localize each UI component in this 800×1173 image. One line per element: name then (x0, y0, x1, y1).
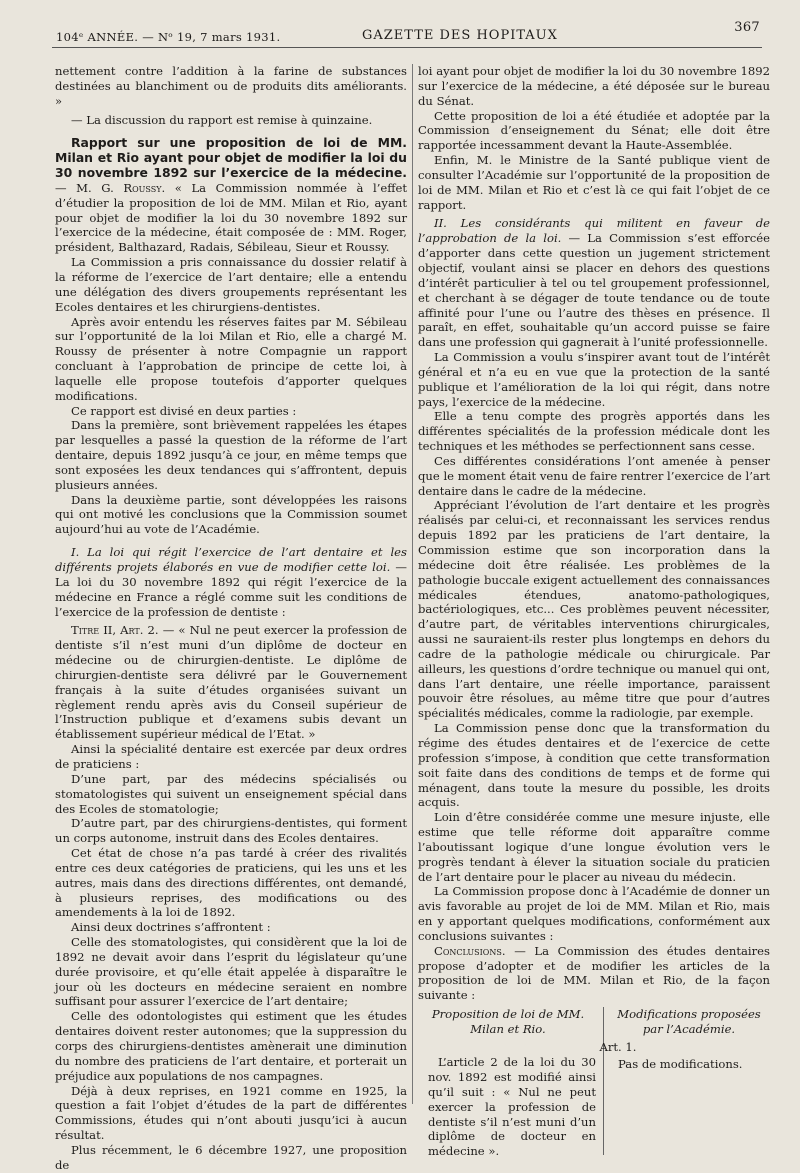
paragraph: Celle des stomatologistes, qui considèrent que la loi de 1892 ne devait avoir dans l’esprit du législateur qu’une durée provisoire, et qu’elle était appelée à disparaître le jour où les docteurs en médecine seraient en nombre suffisant pour assurer l’exercice de l’art dentaire; (55, 935, 407, 1009)
report-title: Rapport sur une proposition de loi de MM. Milan et Rio ayant pour objet de modifier la loi du 30 novembre 1892 sur l’exercice de la médecine. (55, 135, 407, 181)
paragraph: Enfin, M. le Ministre de la Santé publique vient de consulter l’Académie sur l’opportunité de la proposition de loi de MM. Milan et Rio et c’est là ce qui fait l’objet de ce rapport. (418, 153, 770, 212)
conclusions-text: — La Commission des études dentaires propose d’adopter et de modifier les articles de la proposition de loi de MM. Milan et Rio, de la façon suivante : (418, 943, 770, 1003)
table-divider (603, 1007, 604, 1155)
comparison-table (418, 1007, 770, 1159)
article-text: — « Nul ne peut exercer la profession de dentiste s’il n’est muni d’un diplôme de docteur en médecine ou de chirurgien-dentiste. Le diplôme de chirurgien-dentiste sera délivré par le Gouvernement français à la suite d’études organisées suivant un règlement rendu après avis du Conseil supérieur de l’Instruction publique et d’examens subis devant un établissement supérieur médical de l’Etat. » (55, 623, 407, 742)
paragraph: Ces différentes considérations l’ont amenée à penser que le moment était venu de faire rentrer l’exercice de l’art dentaire dans le cadre de la médecine. (418, 453, 770, 498)
page-number: 367 (734, 20, 760, 35)
report-heading (55, 136, 407, 255)
paragraph: Appréciant l’évolution de l’art dentaire et les progrès réalisés par celui-ci, et reconnaissant les services rendus depuis 1892 par les praticiens de l’art dentaire, la Commission estime que son incorporation dans la médecine doit être réalisée. Les problèmes de la pathologie buccale exigent actuellement des connaissances médicales étendues, anatomo-pathologiques, bactériologiques, etc... Ces problèmes peuvent nécessiter, d’autre part, de véritables interventions chirurgicales, aussi ne sauraient-ils rester plus longtemps en dehors du cadre de la pathologie médicale ou chirurgicale. Par ailleurs, les questions d’ordre technique ou manuel qui ont, dans l’art dentaire, une réelle importance, paraissent pouvoir être résolues, au même titre que pour d’autres spécialités médicales, comme la radiologie, par exemple. (418, 498, 770, 721)
paragraph: Plus récemment, le 6 décembre 1927, une proposition de (55, 1142, 407, 1172)
paragraph: Après avoir entendu les réserves faites par M. Sébileau sur l’opportunité de la loi Milan et Rio, elle a chargé M. Roussy de présenter à notre Compagnie un rapport concluant à l’approbation de principe de cette loi, à laquelle elle propose toutefois d’apporter quelques modifications. (55, 314, 407, 403)
article-label: Titre II, Art. 2. (71, 623, 159, 638)
table-cell-proposal: L’article 2 de la loi du 30 nov. 1892 est modifié ainsi qu’il suit : « Nul ne peut exercer la profession de dentiste s’il n’est muni d’un diplôme de docteur en médecine ». (428, 1055, 596, 1159)
law-article (55, 623, 407, 742)
report-text: « La Commission nommée à l’effet d’étudier la proposition de loi de MM. Milan et Rio, ayant pour objet de modifier la loi du 30 novembre 1892 sur l’exercice de la médecine, était composée de : MM. Roger, président, Balthazard, Radais, Sébileau, Sieur et Roussy. (55, 180, 408, 255)
conclusions-label: Conclusions. (434, 943, 506, 958)
paragraph: Déjà à deux reprises, en 1921 comme en 1925, la question a fait l’objet d’études de la part de différentes Commissions, études qui n’ont abouti jusqu’ici à aucun résultat. (55, 1083, 407, 1143)
paragraph: Loin d’être considérée comme une mesure injuste, elle estime que telle réforme doit apparaître comme l’aboutissant logique d’une longue évolution vers le progrès tendant à élever la situation sociale du praticien de l’art dentaire pour le placer au niveau du médecin. (418, 810, 770, 884)
paragraph: Cet état de chose n’a pas tardé à créer des rivalités entre ces deux catégories de praticiens, qui les uns et les autres, mais dans des directions différentes, ont demandé, à plusieurs reprises, des modifications ou des amendements à la loi de 1892. (55, 846, 407, 920)
journal-title: GAZETTE DES HOPITAUX (362, 28, 558, 43)
right-column (418, 64, 770, 1159)
issue-info: 104ᵉ ANNÉE. — Nᵒ 19, 7 mars 1931. (56, 30, 281, 44)
paragraph: La Commission a voulu s’inspirer avant tout de l’intérêt général et n’a eu en vue que la protection de la santé publique et l’amélioration de la loi qui régit, dans notre pays, l’exercice de la médecine. (418, 350, 770, 409)
paragraph: La Commission pense donc que la transformation du régime des études dentaires et de l’exercice de cette profession s’impose, à condition que cette transformation soit faite dans des conditions de temps et de forme qui ménagent, dans toute la mesure du possible, les droits acquis. (418, 721, 770, 810)
paragraph: D’une part, par des médecins spécialisés ou stomatologistes qui suivent un enseignement spécial dans des Ecoles de stomatologie; (55, 771, 407, 816)
paragraph: Ainsi la spécialité dentaire est exercée par deux ordres de praticiens : (55, 742, 407, 771)
running-header (40, 20, 780, 48)
table-header-proposal: Proposition de loi de MM. Milan et Rio. (431, 1007, 585, 1036)
table-article-label: Art. 1. (599, 1040, 637, 1055)
table-header-modifications: Modifications proposées par l’Académie. (617, 1007, 761, 1036)
section-two (418, 216, 770, 350)
table-cell-modifications: Pas de modifications. (618, 1057, 743, 1072)
paragraph: loi ayant pour objet de modifier la loi du 30 novembre 1892 sur l’exercice de la médecine, a été déposée sur le bureau du Sénat. (418, 64, 770, 108)
section-text: — La Commission s’est efforcée d’apporter dans cette question un jugement strictement objectif, voulant ainsi se placer en dehors des questions d’intérêt particulier à tel ou tel groupement professionnel, et cherchant à se dégager de toute tendance ou de toute affinité pour l’une ou l’autre des thèses en présence. Il paraît, en effet, souhaitable qu’un accord puisse se faire dans une profession qui gagnerait à l’unité professionnelle. (418, 231, 770, 350)
paragraph: nettement contre l’addition à la farine de substances destinées au blanchiment ou de produits dits améliorants. » (55, 64, 407, 108)
paragraph: Elle a tenu compte des progrès apportés dans les différentes spécialités de la profession médicale dont les techniques et les méthodes se perfectionnent sans cesse. (418, 409, 770, 454)
paragraph: Ainsi deux doctrines s’affrontent : (71, 920, 271, 935)
paragraph: Celle des odontologistes qui estiment que les études dentaires doivent rester autonomes; que la suppression du corps des chirurgiens-dentistes amènerait une diminution du nombre des praticiens de l’art dentaire, et porterait un préjudice aux populations de nos campagnes. (55, 1009, 407, 1083)
paragraph: Dans la première, sont brièvement rappelées les étapes par lesquelles a passé la question de la réforme de l’art dentaire, depuis 1892 jusqu’à ce jour, en même temps que sont exposées les deux tendances qui s’affrontent, depuis plusieurs années. (55, 418, 407, 492)
header-rule (52, 47, 762, 48)
paragraph: Dans la deuxième partie, sont développées les raisons qui ont motivé les conclusions que la Commission soumet aujourd’hui au vote de l’Académie. (55, 492, 407, 537)
section-one (55, 545, 407, 619)
report-author: — M. G. Roussy. (55, 180, 166, 195)
paragraph: La Commission a pris connaissance du dossier relatif à la réforme de l’exercice de l’art dentaire; elle a entendu une délégation des divers groupements représentant les Ecoles dentaires et les chirurgiens-dentistes. (55, 255, 407, 314)
paragraph: — La discussion du rapport est remise à quinzaine. (71, 112, 373, 127)
left-column (55, 64, 407, 1173)
section-heading: II. Les considérants qui militent en faveur de l’approbation de la loi. (418, 216, 770, 246)
conclusions (418, 944, 770, 1003)
paragraph: La Commission propose donc à l’Académie de donner un avis favorable au projet de loi de MM. Milan et Rio, mais en y apportant quelques modifications, conformément aux conclusions suivantes : (418, 884, 770, 943)
section-text: — La loi du 30 novembre 1892 qui régit l’exercice de la médecine en France a réglé comme suit les conditions de l’exercice de la profession de dentiste : (55, 560, 407, 619)
column-divider (412, 64, 413, 1104)
paragraph: Cette proposition de loi a été étudiée et adoptée par la Commission d’enseignement du Sénat; elle doit être rapportée incessamment devant la Haute-Assemblée. (418, 108, 770, 153)
paragraph: D’autre part, par des chirurgiens-dentistes, qui forment un corps autonome, instruit dans des Ecoles dentaires. (55, 816, 407, 846)
section-heading: I. La loi qui régit l’exercice de l’art dentaire et les différents projets élaborés en vue de modifier cette loi. (55, 545, 407, 574)
paragraph: Ce rapport est divisé en deux parties : (71, 403, 297, 418)
